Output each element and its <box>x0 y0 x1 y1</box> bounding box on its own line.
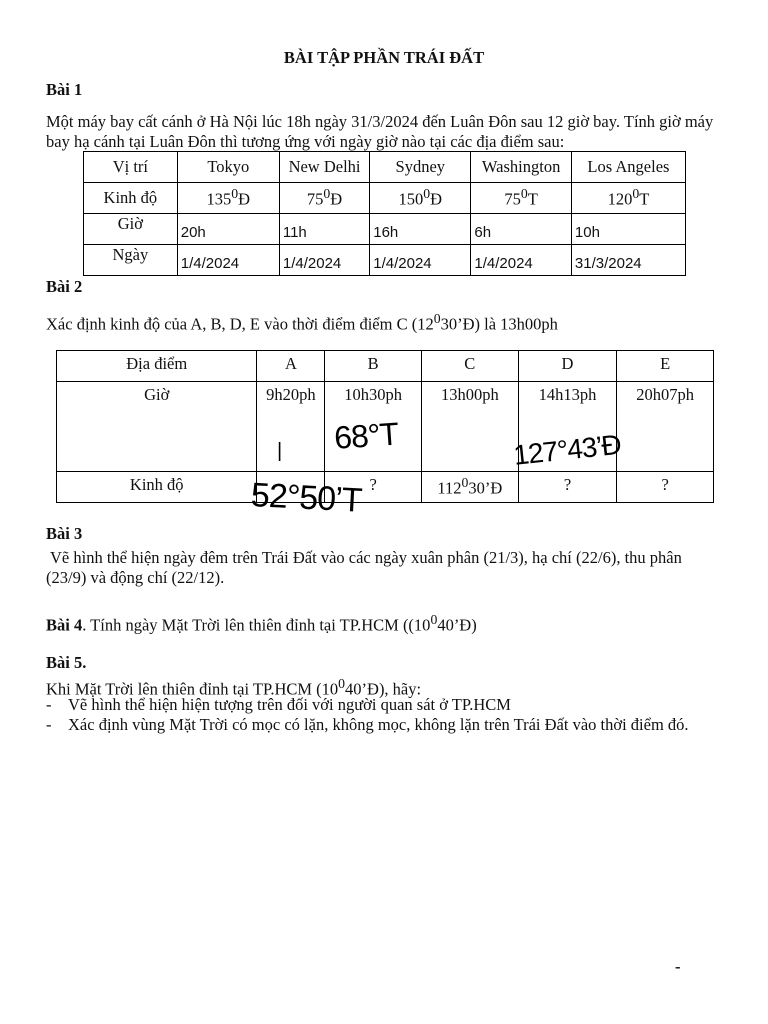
list-item: - Vẽ hình thể hiện hiện tượng trên đối với người quan sát ở TP.HCM <box>46 695 706 715</box>
bai4-heading: Bài 4 <box>46 615 83 635</box>
date-cell: 1/4/2024 <box>370 245 471 276</box>
bai1-row-longitude <box>84 183 686 214</box>
row-label: Ngày <box>84 245 178 276</box>
place-cell: Los Angeles <box>571 152 685 183</box>
place-cell: C <box>421 351 518 382</box>
lon-sup: 0 <box>632 186 640 202</box>
bai1-heading: Bài 1 <box>46 80 83 99</box>
hour-cell: 9h20ph <box>257 382 325 472</box>
bai4-text-post: 40’Đ) <box>437 615 477 635</box>
row-label: Giờ <box>84 214 178 245</box>
lon-sup: 0 <box>231 186 239 202</box>
hour-cell: 10h <box>571 214 685 245</box>
bai4-text <box>46 610 477 636</box>
bai2-row-places <box>57 351 714 382</box>
bai5-text-sup: 0 <box>338 676 346 691</box>
bai2-heading: Bài 2 <box>46 277 83 296</box>
date-cell: 31/3/2024 <box>571 245 685 276</box>
row-label: Kinh độ <box>84 183 178 214</box>
bai1-table <box>83 151 686 276</box>
row-label: Kinh độ <box>57 472 257 503</box>
hour-cell: 20h07ph <box>617 382 714 472</box>
lon-num: 112 <box>437 478 462 498</box>
lon-num: 150 <box>398 189 424 209</box>
row-label: Địa điểm <box>57 351 257 382</box>
hour-cell: 14h13ph <box>518 382 617 472</box>
place-cell: Sydney <box>370 152 471 183</box>
place-cell: Washington <box>471 152 572 183</box>
bai1-row-date <box>84 245 686 276</box>
longitude-cell <box>370 183 471 214</box>
footer-mark: - <box>675 957 681 976</box>
row-label: Giờ <box>57 382 257 472</box>
place-cell: B <box>325 351 422 382</box>
longitude-cell <box>177 183 279 214</box>
hour-cell: 6h <box>471 214 572 245</box>
lon-dir: T <box>527 189 538 209</box>
date-cell: 1/4/2024 <box>279 245 369 276</box>
longitude-cell-d: ? <box>518 472 617 503</box>
bai1-text: Một máy bay cất cánh ở Hà Nội lúc 18h ngày 31/3/2024 đến Luân Đôn sau 12 giờ bay. Tính giờ máy bay hạ cánh tại Luân Đôn thì tương ứng với ngày giờ nào tại các địa điểm sau: <box>46 112 714 151</box>
longitude-cell-b: ? <box>325 472 422 503</box>
lon-post: 30’Đ <box>468 478 503 498</box>
bai5-heading: Bài 5. <box>46 653 87 672</box>
lon-dir: Đ <box>238 189 251 209</box>
longitude-cell-c <box>421 472 518 503</box>
lon-sup: 0 <box>461 475 469 490</box>
bai4-text-pre: . Tính ngày Mặt Trời lên thiên đỉnh tại TP.HCM ((10 <box>82 615 431 635</box>
lon-dir: T <box>639 189 650 209</box>
bai5-text-post: 40’Đ), hãy: <box>345 679 422 699</box>
date-cell: 1/4/2024 <box>177 245 279 276</box>
handwritten-b-value: 68°T <box>333 415 400 456</box>
row-label: Vị trí <box>84 152 178 183</box>
place-cell: D <box>518 351 617 382</box>
place-cell: A <box>257 351 325 382</box>
lon-sup: 0 <box>323 186 331 202</box>
lon-sup: 0 <box>423 186 431 202</box>
bai2-text-post: 30’Đ) là 13h00ph <box>440 314 558 334</box>
lon-dir: Đ <box>430 189 443 209</box>
longitude-cell <box>471 183 572 214</box>
bai5-text-pre: Khi Mặt Trời lên thiên đỉnh tại TP.HCM (10 <box>46 679 339 699</box>
place-cell: Tokyo <box>177 152 279 183</box>
handwritten-a-mark: | <box>277 440 282 462</box>
hour-cell: 16h <box>370 214 471 245</box>
handwritten-a-value: 52°50’T <box>250 476 363 520</box>
handwritten-d-value: 127°43’Đ <box>512 428 623 471</box>
lon-num: 75 <box>504 189 521 209</box>
bai5-list <box>46 695 706 735</box>
lon-num: 135 <box>206 189 232 209</box>
longitude-cell <box>279 183 369 214</box>
place-cell: E <box>617 351 714 382</box>
place-cell: New Delhi <box>279 152 369 183</box>
bai2-text <box>46 309 558 335</box>
bai1-row-hour <box>84 214 686 245</box>
bai2-text-pre: Xác định kinh độ của A, B, D, E vào thời điểm điểm C (12 <box>46 314 434 334</box>
hour-cell: 10h30ph <box>325 382 422 472</box>
hour-cell: 11h <box>279 214 369 245</box>
hour-cell: 20h <box>177 214 279 245</box>
bai2-text-sup: 0 <box>433 311 441 326</box>
page-title: BÀI TẬP PHẦN TRÁI ĐẤT <box>283 48 485 67</box>
lon-dir: Đ <box>330 189 343 209</box>
lon-sup: 0 <box>520 186 528 202</box>
bai2-row-longitude <box>57 472 714 503</box>
bai1-row-places <box>84 152 686 183</box>
bai4-text-sup: 0 <box>430 612 438 627</box>
bai3-heading: Bài 3 <box>46 524 83 543</box>
lon-num: 75 <box>306 189 324 209</box>
longitude-cell <box>571 183 685 214</box>
bai3-text: Vẽ hình thể hiện ngày đêm trên Trái Đất vào các ngày xuân phân (21/3), hạ chí (22/6), thu phân (23/9) và động chí (22/12). <box>46 548 682 587</box>
date-cell: 1/4/2024 <box>471 245 572 276</box>
lon-num: 120 <box>607 189 633 209</box>
list-item: - Xác định vùng Mặt Trời có mọc có lặn, không mọc, không lặn trên Trái Đất vào thời điểm đó. <box>46 715 706 735</box>
longitude-cell-e: ? <box>617 472 714 503</box>
hour-cell: 13h00ph <box>421 382 518 472</box>
